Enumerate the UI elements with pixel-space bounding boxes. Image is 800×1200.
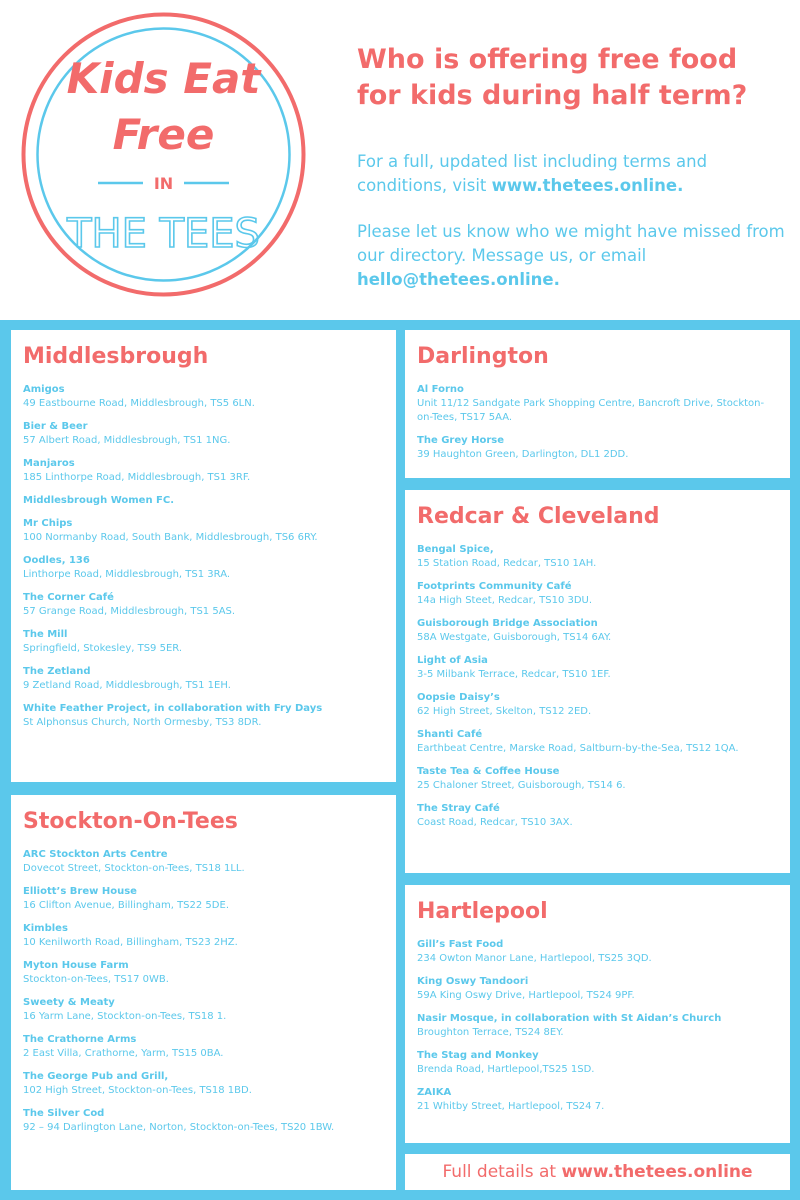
venue-address: 62 High Street, Skelton, TS12 2ED. [417,706,592,717]
venue-entry [23,554,384,582]
venue-name: Middlesbrough Women FC. [23,495,175,506]
intro-paragraph-2-text: Please let us know who we might have missed from our directory. Message us, or email [357,222,785,265]
venue-address: Dovecot Street, Stockton-on-Tees, TS18 1LL. [23,863,245,874]
venue-entry [417,975,778,1003]
venue-address: 102 High Street, Stockton-on-Tees, TS18 1BD. [23,1085,252,1096]
venue-name: Taste Tea & Coffee House [417,766,560,777]
section-title: Darlington [417,344,549,369]
venue-name: Gill’s Fast Food [417,939,504,950]
venue-name: Bier & Beer [23,421,88,432]
venue-address: 15 Station Road, Redcar, TS10 1AH. [417,558,597,569]
venue-entry [417,1012,778,1040]
venue-entry [23,591,384,619]
headline-line1: Who is offering free food [357,44,738,75]
venue-entry [417,434,778,462]
venue-entry [417,802,778,830]
logo-line2: Free [112,110,215,159]
intro-paragraph-2 [357,220,787,292]
venue-address: 10 Kenilworth Road, Billingham, TS23 2HZ. [23,937,238,948]
section-title: Redcar & Cleveland [417,504,660,529]
venue-address: Coast Road, Redcar, TS10 3AX. [417,817,573,828]
venue-address: 57 Grange Road, Middlesbrough, TS1 5AS. [23,606,236,617]
venue-name: Amigos [23,384,65,395]
venue-address: 3-5 Milbank Terrace, Redcar, TS10 1EF. [417,669,611,680]
venue-address: 59A King Oswy Drive, Hartlepool, TS24 9PF. [417,990,635,1001]
venue-entry [23,702,384,730]
venue-name: ARC Stockton Arts Centre [23,849,168,860]
venue-entry [417,654,778,682]
venue-address: 234 Owton Manor Lane, Hartlepool, TS25 3QD. [417,953,652,964]
logo-in: IN [153,174,174,193]
venue-entry [23,1107,384,1135]
venue-entry [23,383,384,411]
intro-text [357,150,787,314]
entry-list [23,383,384,730]
page-headline [357,42,787,114]
venue-address: 58A Westgate, Guisborough, TS14 6AY. [417,632,612,643]
venue-name: Oodles, 136 [23,555,90,566]
venue-address: 92 – 94 Darlington Lane, Norton, Stockton-on-Tees, TS20 1BW. [23,1122,335,1133]
section-darlington [405,330,790,478]
venue-address: Stockton-on-Tees, TS17 0WB. [23,974,169,985]
website-link[interactable]: www.thetees.online. [491,176,684,195]
venue-name: Kimbles [23,923,68,934]
venue-name: The Mill [23,629,68,640]
venue-name: The Stag and Monkey [417,1050,539,1061]
venue-entry [417,383,778,425]
venue-name: Guisborough Bridge Association [417,618,598,629]
venue-entry [23,885,384,913]
venue-name: The Corner Café [23,592,114,603]
entry-list [23,848,384,1135]
entry-list [417,383,778,462]
venue-address: St Alphonsus Church, North Ormesby, TS3 8DR. [23,717,262,728]
venue-entry [417,728,778,756]
intro-paragraph-1-text: For a full, updated list including terms and conditions, visit [357,152,708,195]
venue-name: The Crathorne Arms [23,1034,137,1045]
venue-address: Unit 11/12 Sandgate Park Shopping Centre, Bancroft Drive, Stockton-on-Tees, TS17 5AA. [417,398,765,423]
venue-address: Broughton Terrace, TS24 8EY. [417,1027,564,1038]
venue-name: The Silver Cod [23,1108,105,1119]
section-redcar [405,490,790,873]
venue-address: 2 East Villa, Crathorne, Yarm, TS15 0BA. [23,1048,224,1059]
section-hartlepool [405,885,790,1143]
venue-entry [23,457,384,485]
entry-list [417,938,778,1114]
venue-entry [23,517,384,545]
venue-name: Mr Chips [23,518,73,529]
venue-address: 9 Zetland Road, Middlesbrough, TS1 1EH. [23,680,231,691]
venue-entry [23,1070,384,1098]
venue-name: Sweety & Meaty [23,997,115,1008]
logo-line1: Kids Eat [66,54,261,103]
section-middlesbrough [11,330,396,782]
venue-entry [417,938,778,966]
venue-address: 14a High Steet, Redcar, TS10 3DU. [417,595,593,606]
venue-entry [417,765,778,793]
section-title: Hartlepool [417,899,548,924]
venue-name: King Oswy Tandoori [417,976,529,987]
venue-name: ZAIKA [417,1087,452,1098]
venue-name: Light of Asia [417,655,488,666]
venue-address: Springfield, Stokesley, TS9 5ER. [23,643,183,654]
email-link[interactable]: hello@thetees.online. [357,270,560,289]
venue-address: Brenda Road, Hartlepool,TS25 1SD. [417,1064,595,1075]
venue-address: 16 Yarm Lane, Stockton-on-Tees, TS18 1. [23,1011,227,1022]
kids-eat-free-logo [20,11,307,298]
venue-address: Earthbeat Centre, Marske Road, Saltburn-by-the-Sea, TS12 1QA. [417,743,739,754]
venue-address: 49 Eastbourne Road, Middlesbrough, TS5 6LN. [23,398,255,409]
venue-entry [23,628,384,656]
entry-list [417,543,778,830]
footer-text: Full details at [442,1162,562,1182]
venue-entry [417,543,778,571]
venue-name: Footprints Community Café [417,581,572,592]
venue-name: Manjaros [23,458,75,469]
venue-name: Myton House Farm [23,960,129,971]
venue-entry [417,1049,778,1077]
header [0,0,800,320]
venue-entry [417,1086,778,1114]
venue-name: The Zetland [23,666,91,677]
venue-name: The Grey Horse [417,435,505,446]
footer-website-link[interactable]: www.thetees.online [561,1162,753,1182]
venue-name: Bengal Spice, [417,544,494,555]
venue-entry [23,996,384,1024]
venue-name: Al Forno [417,384,464,395]
venue-address: 57 Albert Road, Middlesbrough, TS1 1NG. [23,435,231,446]
venue-entry [23,1033,384,1061]
venue-entry [23,922,384,950]
venue-address: 185 Linthorpe Road, Middlesbrough, TS1 3RF. [23,472,251,483]
logo-place: THE TEES [67,211,260,257]
footer-banner [405,1154,790,1190]
section-title: Middlesbrough [23,344,209,369]
venue-entry [23,848,384,876]
venue-name: White Feather Project, in collaboration with Fry Days [23,703,323,714]
venue-name: Shanti Café [417,729,483,740]
venue-name: Nasir Mosque, in collaboration with St Aidan’s Church [417,1013,722,1024]
venue-entry [23,420,384,448]
venue-address: 21 Whitby Street, Hartlepool, TS24 7. [417,1101,605,1112]
venue-entry [417,691,778,719]
venue-address: 25 Chaloner Street, Guisborough, TS14 6. [417,780,626,791]
venue-address: Linthorpe Road, Middlesbrough, TS1 3RA. [23,569,231,580]
headline-line2: for kids during half term? [357,80,748,111]
venue-name: Elliott’s Brew House [23,886,137,897]
venue-name: The George Pub and Grill, [23,1071,169,1082]
venue-name: The Stray Café [417,803,500,814]
venue-name: Oopsie Daisy’s [417,692,500,703]
intro-paragraph-1 [357,150,787,198]
section-title: Stockton-On-Tees [23,809,238,834]
venue-address: 16 Clifton Avenue, Billingham, TS22 5DE. [23,900,229,911]
venue-entry [417,617,778,645]
venue-entry [417,580,778,608]
venue-address: 100 Normanby Road, South Bank, Middlesbrough, TS6 6RY. [23,532,318,543]
section-stockton [11,795,396,1190]
venue-address: 39 Haughton Green, Darlington, DL1 2DD. [417,449,629,460]
venue-entry [23,665,384,693]
venue-entry [23,959,384,987]
venue-entry [23,494,384,508]
